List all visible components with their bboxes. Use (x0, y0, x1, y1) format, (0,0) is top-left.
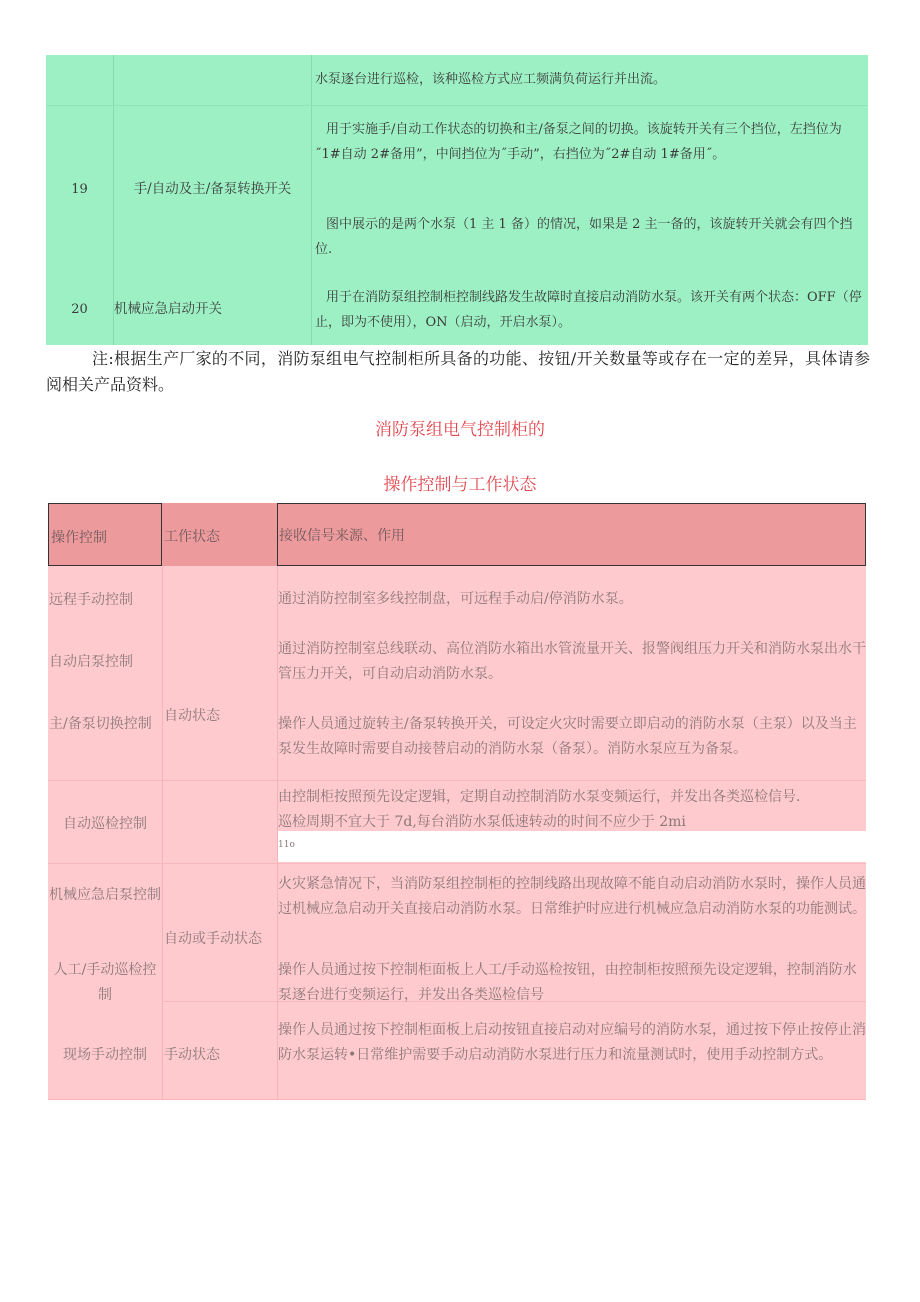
manufacturer-note: 注:根据生产厂家的不同，消防泵组电气控制柜所具备的功能、按钮/开关数量等或存在一定的差异，具体请参阅相关产品资料。 (46, 349, 870, 394)
control-desc: 操作人员通过按下控制柜面板上人工/手动巡检按钮，由控制柜按照预先设定逻辑，控制消防水泵逐台进行变频运行，并发出各类巡检信号 (278, 962, 857, 1003)
section-title: 消防泵组电气控制柜的 (375, 420, 545, 440)
control-name: 人工/手动巡检控制 (53, 962, 157, 1003)
control-desc: 操作人员通过按下控制柜面板上启动按钮直接启动对应编号的消防水泵，通过按下停止按停止消防水泵运转•日常维护需要手动启动消防水泵进行压力和流量测试时，使用手动控制方式。 (278, 1022, 866, 1063)
header-cell (277, 503, 866, 566)
control-name: 自动启泵控制 (49, 654, 133, 670)
header-cell (162, 503, 277, 566)
fire-pump-switch-table (46, 55, 868, 345)
row-switch-name: 机械应急启动开关 (114, 301, 222, 317)
row-switch-desc: 用于在消防泵组控制柜控制线路发生故障时直接启动消防水泵。该开关有两个状态：OFF（停止，即为不使用），ON（启动，开启水泵）。 (315, 290, 862, 330)
row-continued-desc: 水泵逐台进行巡检，该种巡检方式应工频满负荷运行并出流。 (315, 72, 667, 87)
control-desc: 操作人员通过旋转主/备泵转换开关，可设定火灾时需要立即启动的消防水泵（主泵）以及当主泵发生故障时需要自动接替启动的消防水泵（备泵）。消防水泵应互为备泵。 (278, 716, 857, 757)
state-manual: 手动状态 (164, 1047, 220, 1063)
header-label: 工作状态 (164, 529, 220, 545)
control-desc-tail: 11o (278, 840, 295, 850)
control-desc: 火灾紧急情况下，当消防泵组控制柜的控制线路出现故障不能自动启动消防水泵时，操作人员通过机械应急启动开关直接启动消防水泵。日常维护时应进行机械应急启动消防水泵的功能测试。 (278, 876, 866, 917)
header-cell (48, 503, 162, 566)
control-name: 主/备泵切换控制 (49, 716, 152, 732)
control-name: 自动巡检控制 (63, 816, 147, 832)
control-desc: 通过消防控制室多线控制盘，可远程手动启/停消防水泵。 (278, 591, 633, 607)
section-subtitle: 操作控制与工作状态 (383, 475, 537, 495)
state-auto-or-manual: 自动或手动状态 (164, 931, 262, 947)
control-name: 现场手动控制 (63, 1047, 147, 1063)
row-switch-desc: 用于实施手/自动工作状态的切换和主/备泵之间的切换。该旋转开关有三个挡位，左挡位为˝1#自动 2#备用”，中间挡位为˝手动”，右挡位为˝2#自动 1#备用˝。 (315, 122, 842, 162)
state-auto: 自动状态 (164, 708, 220, 724)
control-name: 机械应急启泵控制 (49, 887, 161, 903)
control-desc: 通过消防控制室总线联动、高位消防水箱出水管流量开关、报警阀组压力开关和消防水泵出水干管压力开关，可自动启动消防水泵。 (278, 641, 866, 682)
control-name: 远程手动控制 (49, 592, 133, 608)
row-switch-desc-extra: 图中展示的是两个水泵（1 主 1 备）的情况，如果是 2 主一备的，该旋转开关就会有四个挡位. (315, 217, 853, 257)
control-desc: 由控制柜按照预先设定逻辑，定期自动控制消防水泵变频运行，并发出各类巡检信号.巡检周期不宜大于 7d,每台消防水泵低速转动的时间不应少于 2mi (278, 789, 801, 830)
operation-control-table (48, 503, 866, 1099)
row-number: 19 (71, 182, 88, 197)
header-label: 接收信号来源、作用 (279, 528, 405, 544)
row-switch-name: 手/自动及主/备泵转换开关 (133, 181, 292, 197)
row-number: 20 (71, 302, 88, 317)
header-label: 操作控制 (51, 530, 107, 546)
